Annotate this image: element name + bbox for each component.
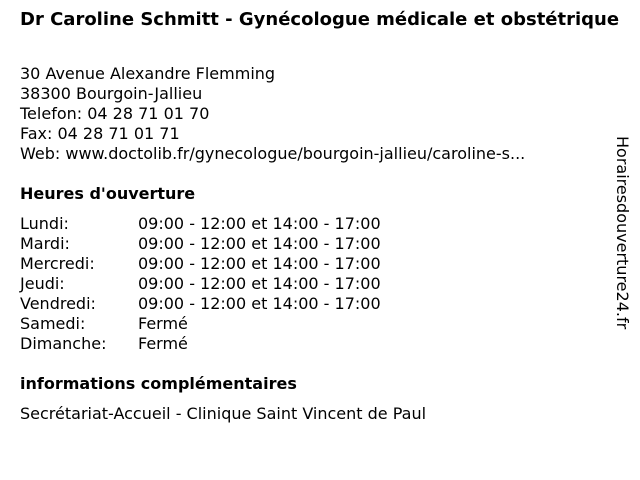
day-label: Samedi:	[20, 314, 86, 333]
page-title: Dr Caroline Schmitt - Gynécologue médicale et obstétrique	[20, 9, 620, 30]
city-postal: 38300 Bourgoin-Jallieu	[20, 84, 203, 103]
opening-hours-heading: Heures d'ouverture	[20, 184, 196, 203]
day-hours: 09:00 - 12:00 et 14:00 - 17:00	[138, 234, 381, 253]
contact-block	[20, 64, 600, 164]
hours-row-tuesday	[20, 234, 381, 254]
day-hours: 09:00 - 12:00 et 14:00 - 17:00	[138, 294, 381, 313]
website-link[interactable]: Web: www.doctolib.fr/gynecologue/bourgoin-jallieu/caroline-s...	[20, 144, 526, 163]
site-watermark: Horairesdouverture24.fr	[613, 136, 632, 330]
day-hours: 09:00 - 12:00 et 14:00 - 17:00	[138, 254, 381, 273]
day-hours: 09:00 - 12:00 et 14:00 - 17:00	[138, 274, 381, 293]
day-label: Vendredi:	[20, 294, 96, 313]
phone-number[interactable]: Telefon: 04 28 71 01 70	[20, 104, 210, 123]
hours-row-friday	[20, 294, 381, 314]
day-hours: Fermé	[138, 314, 188, 333]
additional-info-heading: informations complémentaires	[20, 374, 297, 393]
hours-row-saturday	[20, 314, 381, 334]
day-hours: Fermé	[138, 334, 188, 353]
additional-info-text: Secrétariat-Accueil - Clinique Saint Vincent de Paul	[20, 404, 427, 423]
day-label: Lundi:	[20, 214, 69, 233]
hours-row-sunday	[20, 334, 381, 354]
hours-row-thursday	[20, 274, 381, 294]
day-label: Mardi:	[20, 234, 70, 253]
opening-hours-table	[20, 214, 381, 354]
street-address: 30 Avenue Alexandre Flemming	[20, 64, 276, 83]
hours-row-wednesday	[20, 254, 381, 274]
day-label: Mercredi:	[20, 254, 95, 273]
fax-number: Fax: 04 28 71 01 71	[20, 124, 180, 143]
day-hours: 09:00 - 12:00 et 14:00 - 17:00	[138, 214, 381, 233]
day-label: Jeudi:	[20, 274, 65, 293]
hours-row-monday	[20, 214, 381, 234]
day-label: Dimanche:	[20, 334, 107, 353]
